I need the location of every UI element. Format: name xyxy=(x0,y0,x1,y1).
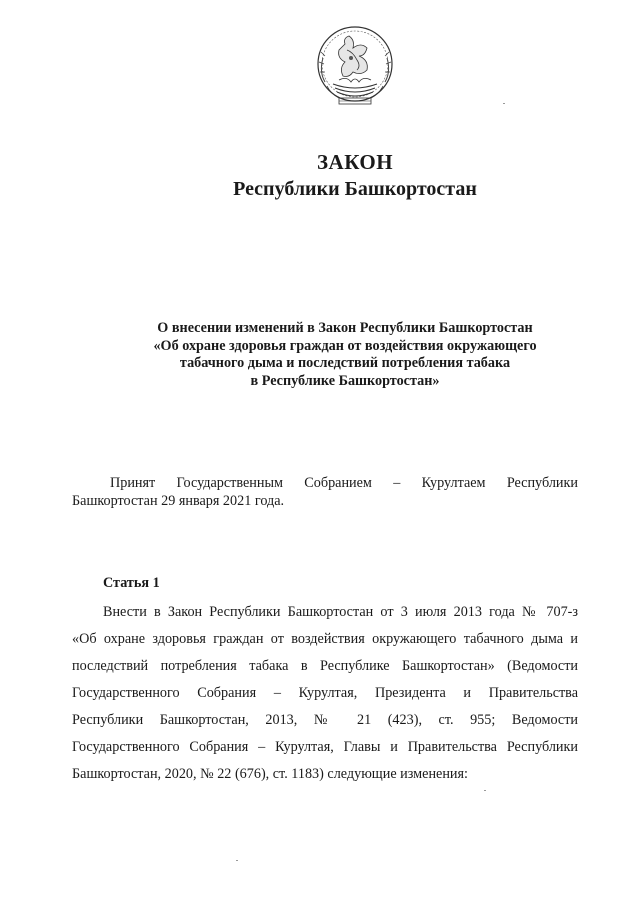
article-line: Республики Башкортостан, 2013, № 21 (423), ст. 955; Ведомости xyxy=(72,712,578,728)
scan-speck xyxy=(236,860,238,861)
adoption-line: Принят Государственным Собранием – Курултаем Республики xyxy=(110,475,578,491)
article-line: Государственного Собрания – Курултая, Главы и Правительства Республики xyxy=(72,739,578,755)
law-subject-heading xyxy=(100,320,590,390)
coat-of-arms-emblem xyxy=(309,22,401,114)
scan-speck xyxy=(503,103,505,104)
adoption-line: Башкортостан 29 января 2021 года. xyxy=(72,493,285,509)
law-subtitle: Республики Башкортостан xyxy=(233,178,477,200)
article-heading: Статья 1 xyxy=(103,575,160,591)
subject-line: «Об охране здоровья граждан от воздействия окружающего xyxy=(153,337,537,354)
article-line: последствий потребления табака в Республике Башкортостан» (Ведомости xyxy=(72,658,578,674)
article-body xyxy=(72,599,578,788)
subject-line: О внесении изменений в Закон Республики Башкортостан xyxy=(157,320,533,336)
subject-line: в Республике Башкортостан» xyxy=(250,372,440,389)
article-line: «Об охране здоровья граждан от воздействия окружающего табачного дыма и xyxy=(72,631,578,647)
scan-speck xyxy=(484,790,486,791)
article-line: Государственного Собрания – Курултая, Президента и Правительства xyxy=(72,685,578,701)
law-title: ЗАКОН xyxy=(316,150,394,174)
article-line: Внести в Закон Республики Башкортостан от 3 июля 2013 года № 707-з xyxy=(103,604,578,620)
adoption-statement xyxy=(72,474,578,510)
subject-line: табачного дыма и последствий потребления табака xyxy=(179,355,511,371)
article-line: Башкортостан, 2020, № 22 (676), ст. 1183) следующие изменения: xyxy=(72,766,468,782)
